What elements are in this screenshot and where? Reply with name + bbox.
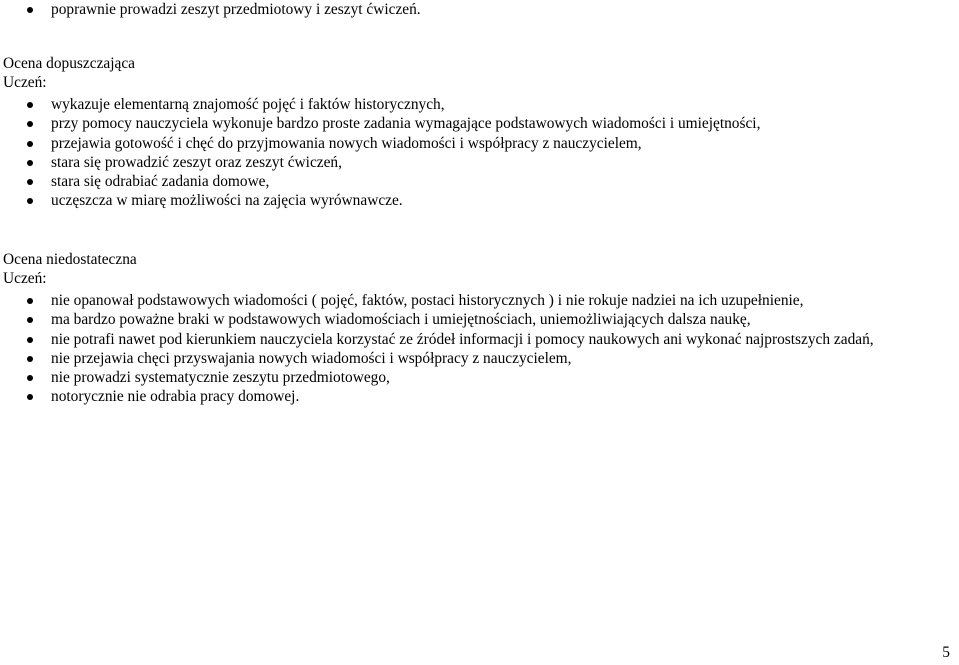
bullet-icon (27, 298, 33, 304)
bullet-icon (27, 394, 33, 400)
list-item (0, 134, 959, 153)
bullet-icon (27, 102, 33, 108)
list-item-text: nie potrafi nawet pod kierunkiem nauczyciela korzystać ze źródeł informacji i pomocy naukowych ani wykonać najprostszych zadań, (51, 330, 874, 348)
list-item (0, 291, 959, 310)
list-item-text: nie opanował podstawowych wiadomości ( pojęć, faktów, postaci historycznych ) i nie rokuje nadziei na ich uzupełnienie, (51, 292, 804, 309)
list-item-text: poprawnie prowadzi zeszyt przedmiotowy i zeszyt ćwiczeń. (51, 1, 421, 18)
list-item-text: stara się prowadzić zeszyt oraz zeszyt ćwiczeń, (51, 153, 342, 171)
list-item (0, 349, 959, 368)
list-item (0, 330, 959, 349)
list-niedostateczna (0, 291, 959, 407)
top-list (0, 0, 959, 19)
list-item-text: nie przejawia chęci przyswajania nowych wiadomości i współpracy z nauczycielem, (51, 349, 572, 367)
section-subtitle-niedostateczna: Uczeń: (3, 270, 47, 287)
list-item (0, 387, 959, 406)
section-title-dopuszczajaca: Ocena dopuszczająca (3, 55, 136, 72)
bullet-icon (27, 198, 33, 204)
page-number: 5 (942, 644, 950, 661)
bullet-icon (27, 141, 33, 147)
bullet-icon (27, 337, 33, 343)
list-item (0, 0, 959, 19)
list-item-text: wykazuje elementarną znajomość pojęć i faktów historycznych, (51, 96, 445, 113)
bullet-icon (27, 317, 33, 323)
list-item-text: ma bardzo poważne braki w podstawowych wiadomościach i umiejętnościach, uniemożliwiających dalsza naukę, (51, 311, 751, 329)
list-item-text: przy pomocy nauczyciela wykonuje bardzo proste zadania wymagające podstawowych wiadomości i umiejętności, (51, 115, 761, 133)
bullet-icon (27, 356, 33, 362)
list-item-text: przejawia gotowość i chęć do przyjmowania nowych wiadomości i współpracy z nauczycielem, (51, 134, 642, 152)
list-item (0, 95, 959, 114)
section-subtitle-dopuszczajaca: Uczeń: (3, 74, 47, 91)
list-item (0, 191, 959, 210)
section-title-niedostateczna: Ocena niedostateczna (3, 251, 137, 268)
bullet-icon (27, 7, 33, 13)
list-item (0, 153, 959, 172)
list-item (0, 368, 959, 387)
list-item-text: stara się odrabiać zadania domowe, (51, 173, 270, 191)
list-dopuszczajaca (0, 95, 959, 211)
bullet-icon (27, 160, 33, 166)
list-item (0, 114, 959, 133)
bullet-icon (27, 121, 33, 127)
list-item (0, 310, 959, 329)
list-item-text: nie prowadzi systematycznie zeszytu przedmiotowego, (51, 369, 390, 387)
list-item-text: uczęszcza w miarę możliwości na zajęcia wyrównawcze. (51, 192, 403, 210)
list-item (0, 172, 959, 191)
bullet-icon (27, 375, 33, 381)
list-item-text: notorycznie nie odrabia pracy domowej. (51, 388, 300, 406)
bullet-icon (27, 179, 33, 185)
